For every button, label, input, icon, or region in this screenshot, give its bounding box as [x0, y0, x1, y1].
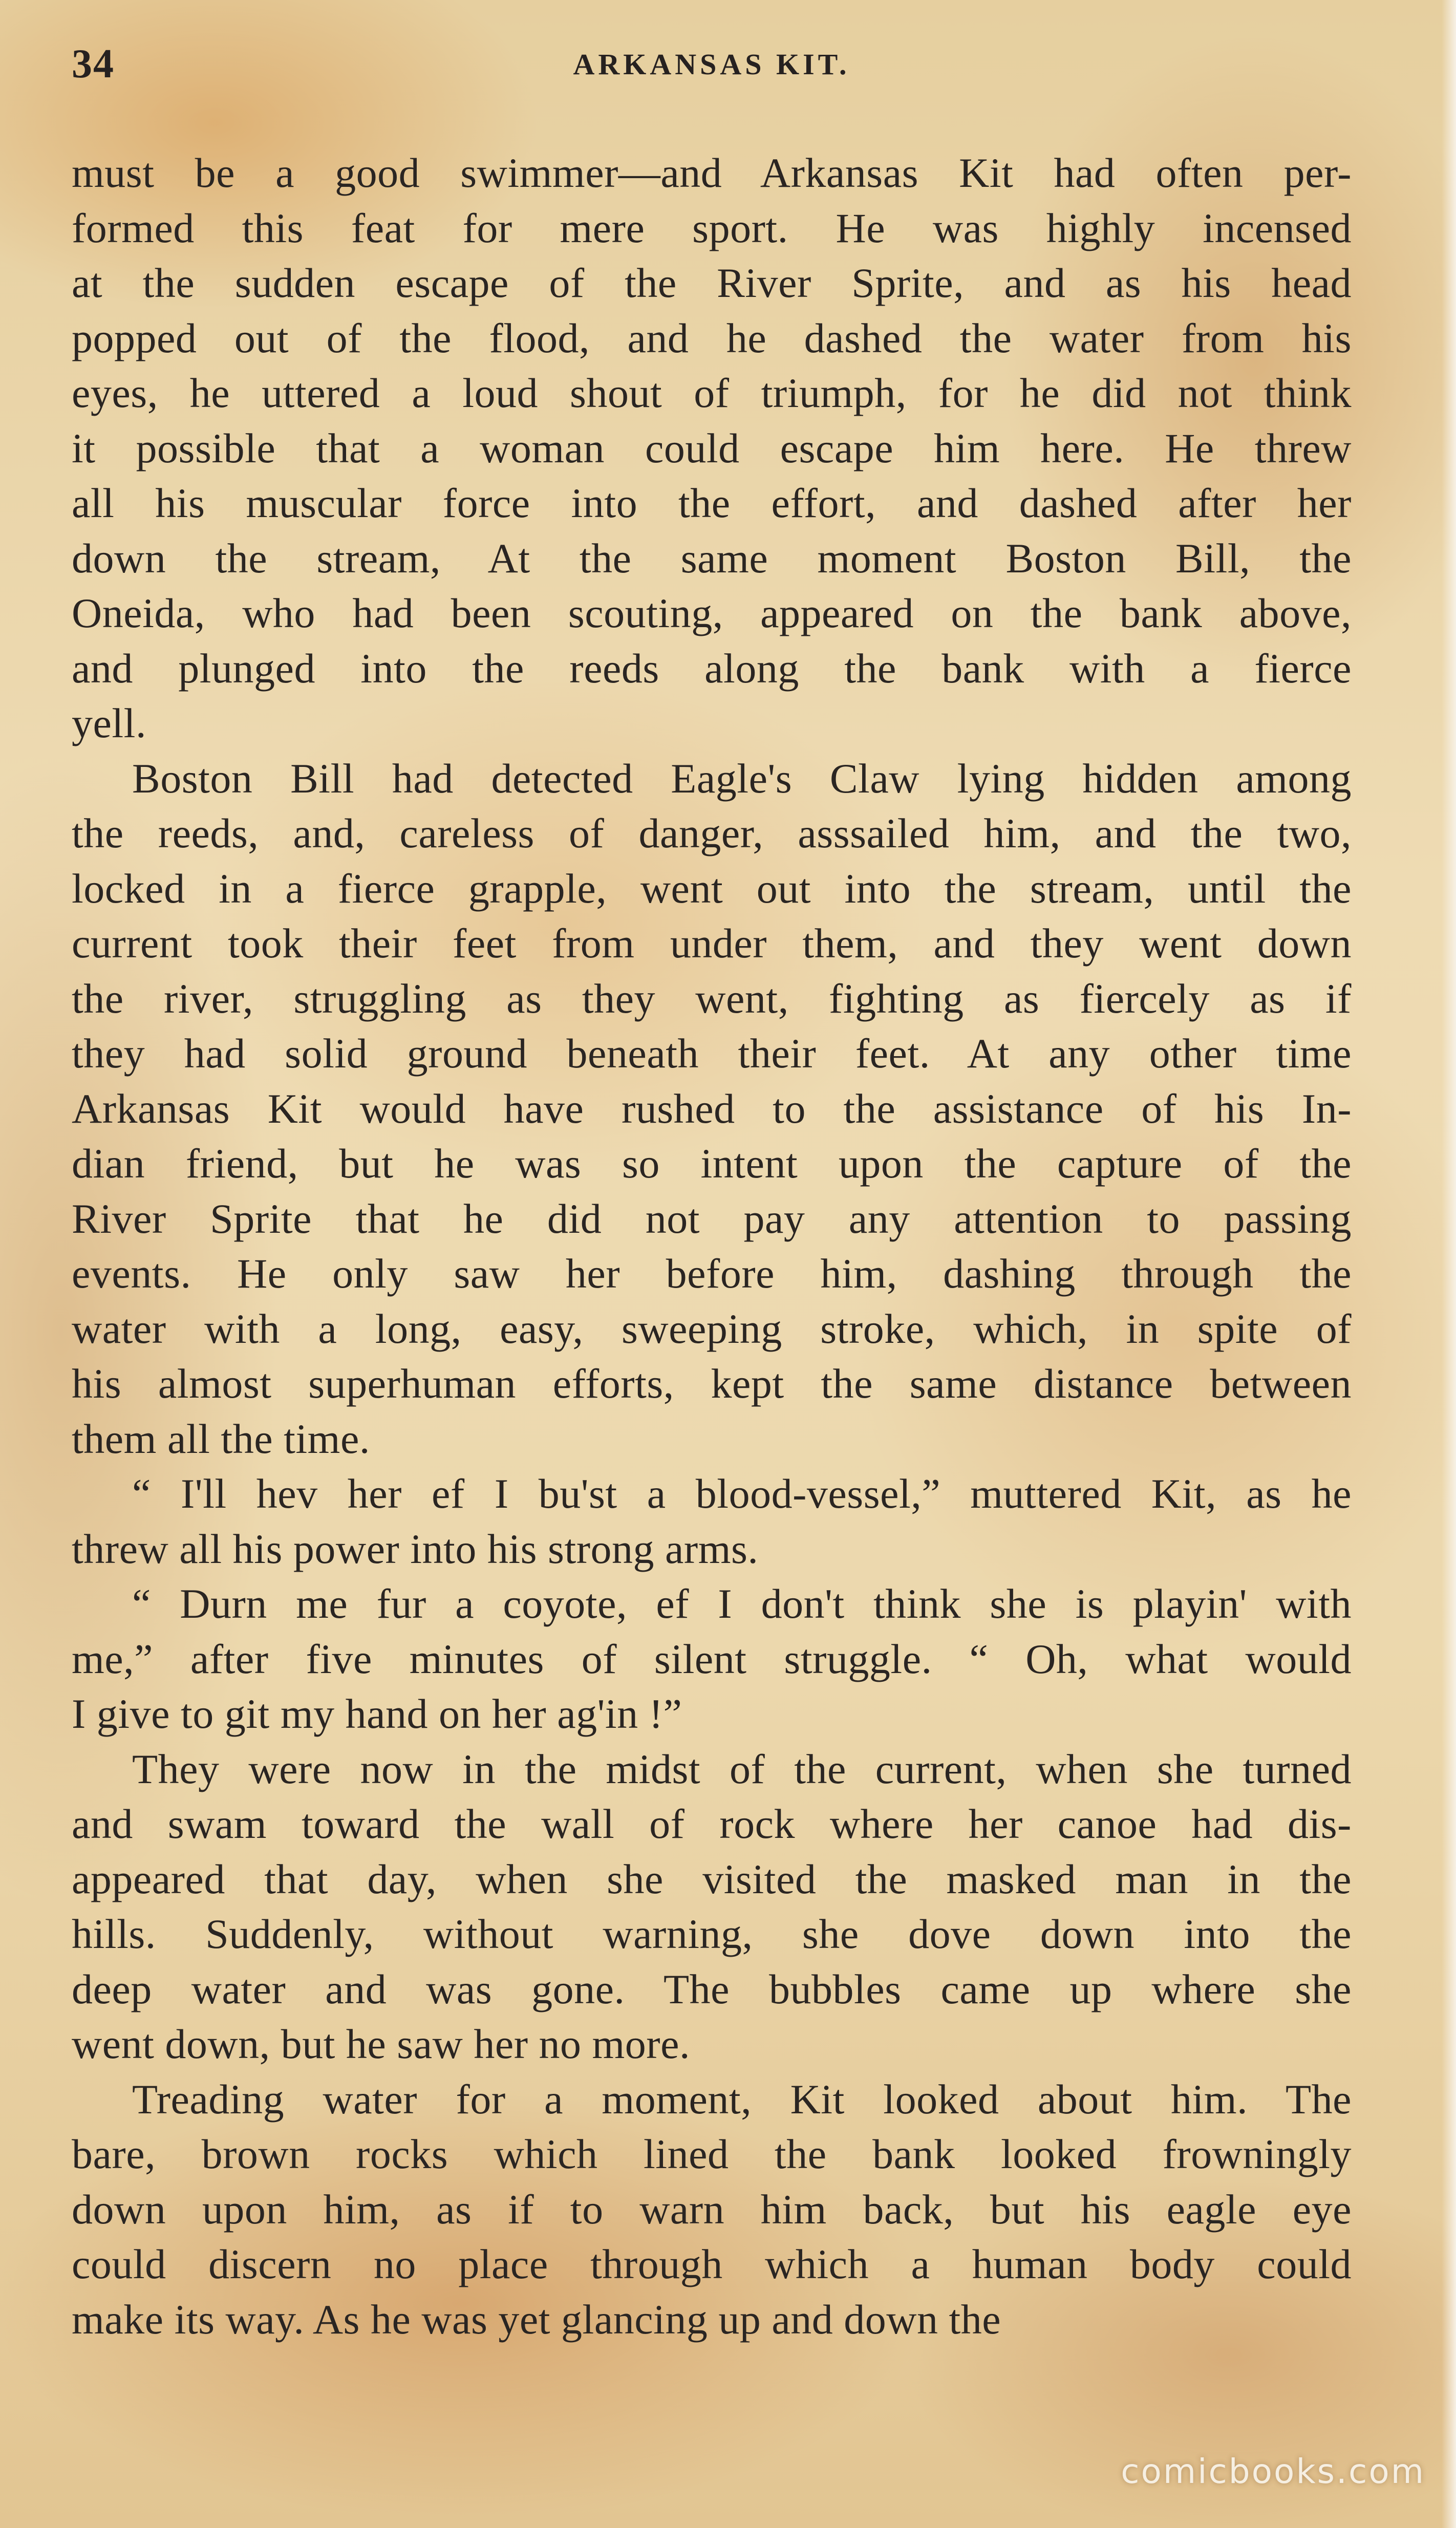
text-line: down upon him, as if to warn him back, but his eagle eye: [72, 2186, 1352, 2233]
text-line: his almost superhuman efforts, kept the same distance between: [72, 1360, 1352, 1407]
text-line: I give to git my hand on her ag'in !”: [72, 1690, 682, 1737]
watermark: comicbooks.com: [1121, 2452, 1425, 2491]
text-line: the river, struggling as they went, fighting as fiercely as if: [72, 975, 1352, 1022]
text-line: Boston Bill had detected Eagle's Claw lying hidden among: [132, 755, 1352, 802]
text-line: current took their feet from under them, and they went down: [72, 920, 1352, 967]
text-line: went down, but he saw her no more.: [72, 2021, 691, 2067]
text-line: dian friend, but he was so intent upon the capture of the: [72, 1140, 1352, 1187]
paragraph: [72, 751, 1352, 1467]
text-line: me,” after five minutes of silent struggle. “ Oh, what would: [72, 1635, 1352, 1682]
paragraph: [72, 1742, 1352, 2072]
body-text: [72, 145, 1352, 2347]
page-number: 34: [72, 41, 115, 87]
text-line: “ I'll hev her ef I bu'st a blood-vessel,” muttered Kit, as he: [132, 1470, 1352, 1517]
text-line: popped out of the flood, and he dashed the water from his: [72, 314, 1352, 361]
text-line: them all the time.: [72, 1415, 370, 1462]
text-line: hills. Suddenly, without warning, she dove down into the: [72, 1911, 1352, 1957]
text-line: they had solid ground beneath their feet. At any other time: [72, 1030, 1352, 1077]
text-line: Treading water for a moment, Kit looked about him. The: [132, 2075, 1352, 2123]
paragraph: [72, 145, 1352, 751]
text-line: Arkansas Kit would have rushed to the assistance of his In-: [72, 1085, 1352, 1132]
paragraph: [72, 2072, 1352, 2347]
text-line: and plunged into the reeds along the bank with a fierce: [72, 645, 1352, 692]
page-edge: [1442, 0, 1456, 2528]
text-line: events. He only saw her before him, dashing through the: [72, 1250, 1352, 1297]
text-line: yell.: [72, 700, 146, 746]
text-line: the reeds, and, careless of danger, asssailed him, and the two,: [72, 810, 1352, 856]
text-line: make its way. As he was yet glancing up and down the: [72, 2296, 1001, 2343]
text-line: Oneida, who had been scouting, appeared on the bank above,: [72, 590, 1352, 636]
text-line: eyes, he uttered a loud shout of triumph, for he did not think: [72, 370, 1352, 416]
text-line: “ Durn me fur a coyote, ef I don't think she is playin' with: [132, 1580, 1352, 1627]
running-head: [72, 41, 1352, 87]
text-line: deep water and was gone. The bubbles came up where she: [72, 1965, 1352, 2012]
text-line: at the sudden escape of the River Sprite, and as his head: [72, 260, 1352, 306]
paragraph: [72, 1576, 1352, 1742]
text-line: bare, brown rocks which lined the bank looked frowningly: [72, 2131, 1352, 2177]
text-line: They were now in the midst of the current, when she turned: [132, 1745, 1352, 1792]
text-line: River Sprite that he did not pay any attention to passing: [72, 1195, 1352, 1242]
text-line: formed this feat for mere sport. He was highly incensed: [72, 204, 1352, 251]
page-header-title: ARKANSAS KIT.: [573, 48, 850, 81]
text-line: down the stream, At the same moment Boston Bill, the: [72, 534, 1352, 582]
paragraph: [72, 1466, 1352, 1576]
text-line: locked in a fierce grapple, went out into the stream, until the: [72, 865, 1352, 912]
text-line: and swam toward the wall of rock where her canoe had dis-: [72, 1801, 1352, 1847]
text-line: it possible that a woman could escape him here. He threw: [72, 424, 1352, 472]
text-line: all his muscular force into the effort, and dashed after her: [72, 480, 1352, 526]
text-line: threw all his power into his strong arms.: [72, 1525, 759, 1572]
text-line: must be a good swimmer—and Arkansas Kit had often per-: [72, 149, 1352, 196]
text-line: water with a long, easy, sweeping stroke, which, in spite of: [72, 1305, 1352, 1352]
text-line: appeared that day, when she visited the masked man in the: [72, 1855, 1352, 1902]
text-line: could discern no place through which a human body could: [72, 2241, 1352, 2287]
